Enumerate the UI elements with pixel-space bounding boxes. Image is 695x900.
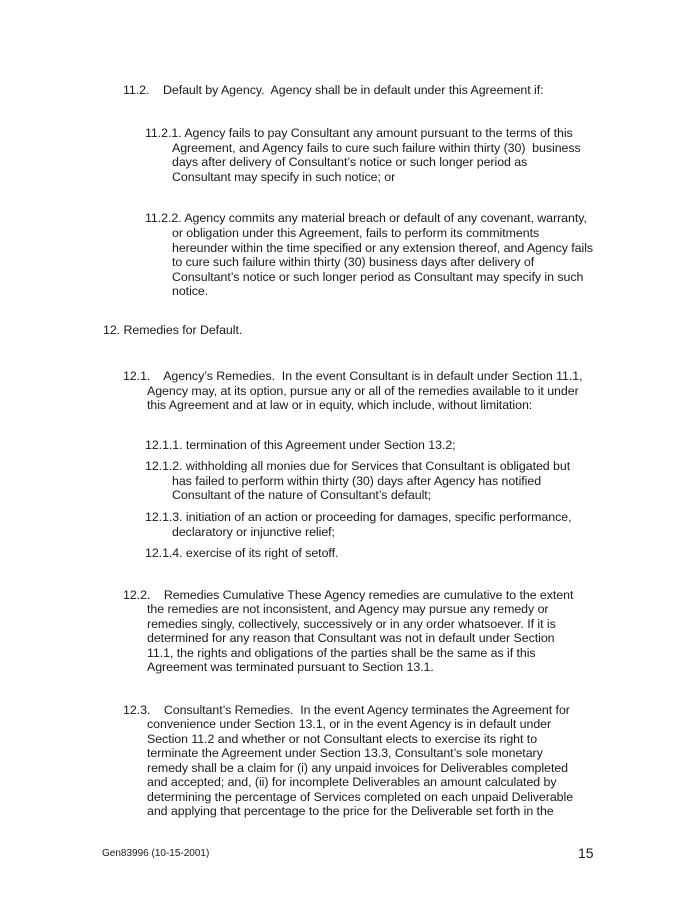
paragraph-line: 12.1. Agency’s Remedies. In the event Consultant is in default under Section 11.1,	[123, 369, 583, 383]
footer-doc-id: Gen83996 (10-15-2001)	[102, 848, 210, 859]
paragraph-line: determining the percentage of Services completed on each unpaid Deliverable	[147, 790, 574, 804]
paragraph-line: hereunder within the time specified or any extension thereof, and Agency fails	[172, 241, 594, 255]
paragraph-line: notice.	[172, 284, 209, 298]
paragraph-line: Consultant may specify in such notice; or	[172, 170, 396, 184]
paragraph-line: 12.2. Remedies Cumulative These Agency remedies are cumulative to the extent	[123, 588, 574, 602]
paragraph-line: Consultant of the nature of Consultant’s default;	[172, 488, 432, 502]
paragraph-line: convenience under Section 13.1, or in the event Agency is in default under	[147, 717, 552, 731]
paragraph-line: 11.2.1. Agency fails to pay Consultant any amount pursuant to the terms of this	[145, 126, 573, 140]
paragraph-line: 11.2.2. Agency commits any material breach or default of any covenant, warranty,	[145, 211, 587, 225]
section-heading: 12. Remedies for Default.	[103, 323, 243, 337]
paragraph-line: terminate the Agreement under Section 13.3, Consultant’s sole monetary	[147, 746, 543, 760]
paragraph-line: remedy shall be a claim for (i) any unpaid invoices for Deliverables completed	[147, 761, 569, 775]
paragraph-line: and applying that percentage to the price for the Deliverable set forth in the	[147, 804, 554, 818]
paragraph-line: Agency may, at its option, pursue any or all of the remedies available to it under	[147, 384, 579, 398]
paragraph-line: 12.1.2. withholding all monies due for Services that Consultant is obligated but	[145, 459, 571, 473]
paragraph-line: and accepted; and, (ii) for incomplete Deliverables an amount calculated by	[147, 775, 557, 789]
paragraph-line: Section 11.2 and whether or not Consultant elects to exercise its right to	[147, 732, 538, 746]
paragraph-line: 12.1.1. termination of this Agreement under Section 13.2;	[145, 438, 456, 452]
paragraph-line: remedies singly, collectively, successively or in any order whatsoever. If it is	[147, 617, 556, 631]
paragraph-line: Agreement was terminated pursuant to Section 13.1.	[147, 660, 434, 674]
paragraph-line: or obligation under this Agreement, fails to perform its commitments	[172, 226, 540, 240]
paragraph-line: 12.3. Consultant’s Remedies. In the event Agency terminates the Agreement for	[123, 703, 570, 717]
paragraph-line: the remedies are not inconsistent, and Agency may pursue any remedy or	[147, 602, 549, 616]
paragraph-line: determined for any reason that Consultant was not in default under Section	[147, 631, 555, 645]
paragraph-line: to cure such failure within thirty (30) business days after delivery of	[172, 255, 535, 269]
paragraph-line: this Agreement and at law or in equity, which include, without limitation:	[147, 398, 533, 412]
section-heading: 11.2. Default by Agency. Agency shall be in default under this Agreement if:	[123, 83, 544, 97]
paragraph-line: 12.1.3. initiation of an action or proceeding for damages, specific performance,	[145, 510, 572, 524]
paragraph-line: 12.1.4. exercise of its right of setoff.	[145, 546, 339, 560]
paragraph-line: Agreement, and Agency fails to cure such failure within thirty (30) business	[172, 141, 581, 155]
page-number: 15	[578, 845, 594, 861]
paragraph-line: has failed to perform within thirty (30) days after Agency has notified	[172, 474, 542, 488]
paragraph-line: 11.1, the rights and obligations of the parties shall be the same as if this	[147, 646, 536, 660]
paragraph-line: Consultant’s notice or such longer period as Consultant may specify in such	[172, 270, 584, 284]
paragraph-line: days after delivery of Consultant’s notice or such longer period as	[172, 155, 528, 169]
paragraph-line: declaratory or injunctive relief;	[172, 525, 335, 539]
